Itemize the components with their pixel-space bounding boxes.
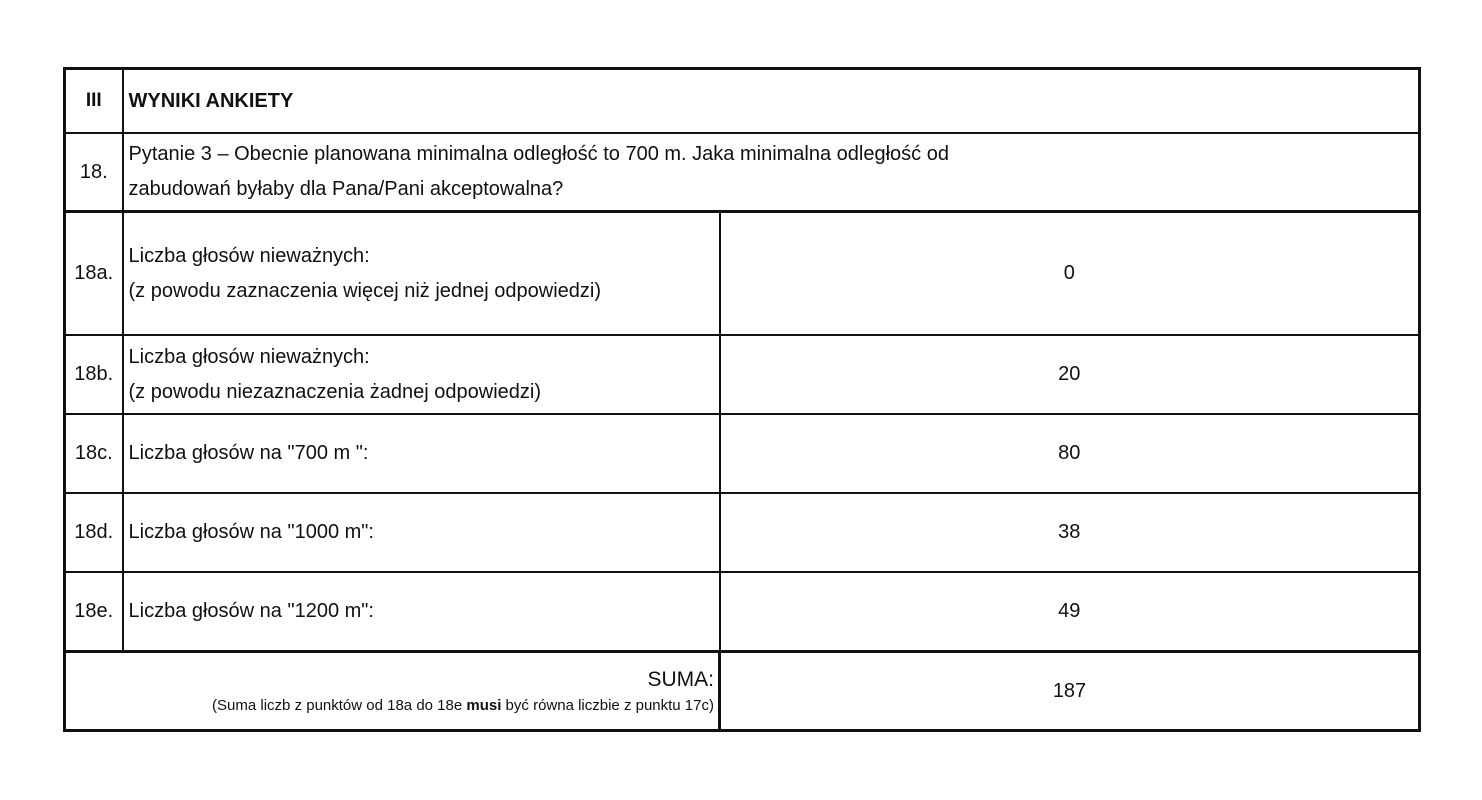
survey-results-table	[63, 67, 1421, 732]
row-number: 18c.	[65, 414, 123, 493]
row-number: 18a.	[65, 212, 123, 336]
section-number: III	[65, 69, 123, 134]
sum-value: 187	[720, 652, 1420, 731]
sum-note-suffix: być równa liczbie z punktu 17c)	[501, 697, 714, 714]
table-row	[65, 572, 1420, 652]
row-value: 49	[720, 572, 1420, 652]
row-number: 18b.	[65, 335, 123, 414]
row-label	[123, 212, 720, 336]
row-label-line1: Liczba głosów nieważnych:	[128, 244, 370, 267]
sum-note-bold: musi	[466, 697, 502, 714]
question-text-line2: zabudowań byłaby dla Pana/Pani akceptowalna?	[128, 178, 564, 200]
row-label-line1: Liczba głosów nieważnych:	[128, 345, 370, 368]
question-number: 18.	[65, 133, 123, 212]
question-text-line1: Pytanie 3 – Obecnie planowana minimalna odległość to 700 m. Jaka minimalna odległość od	[128, 143, 949, 165]
table-row	[65, 212, 1420, 336]
sum-label: SUMA:	[647, 668, 714, 691]
question-row	[65, 133, 1420, 212]
sum-row	[65, 652, 1420, 731]
section-header-row	[65, 69, 1420, 134]
table-row	[65, 414, 1420, 493]
row-label	[123, 335, 720, 414]
row-value: 38	[720, 493, 1420, 572]
row-number: 18d.	[65, 493, 123, 572]
row-value: 80	[720, 414, 1420, 493]
row-label-line2: (z powodu niezaznaczenia żadnej odpowiedzi)	[128, 380, 541, 403]
row-value: 20	[720, 335, 1420, 414]
row-label: Liczba głosów na "700 m ":	[123, 414, 720, 493]
section-title: WYNIKI ANKIETY	[123, 69, 1420, 134]
row-label: Liczba głosów na "1000 m":	[123, 493, 720, 572]
sum-note-prefix: (Suma liczb z punktów od 18a do 18e	[212, 697, 467, 714]
table-row	[65, 493, 1420, 572]
sum-note	[66, 698, 714, 713]
row-number: 18e.	[65, 572, 123, 652]
sum-label-cell	[65, 652, 720, 731]
row-label: Liczba głosów na "1200 m":	[123, 572, 720, 652]
row-label-line2: (z powodu zaznaczenia więcej niż jednej odpowiedzi)	[128, 279, 601, 302]
table-row	[65, 335, 1420, 414]
question-text	[123, 133, 1420, 212]
row-value: 0	[720, 212, 1420, 336]
